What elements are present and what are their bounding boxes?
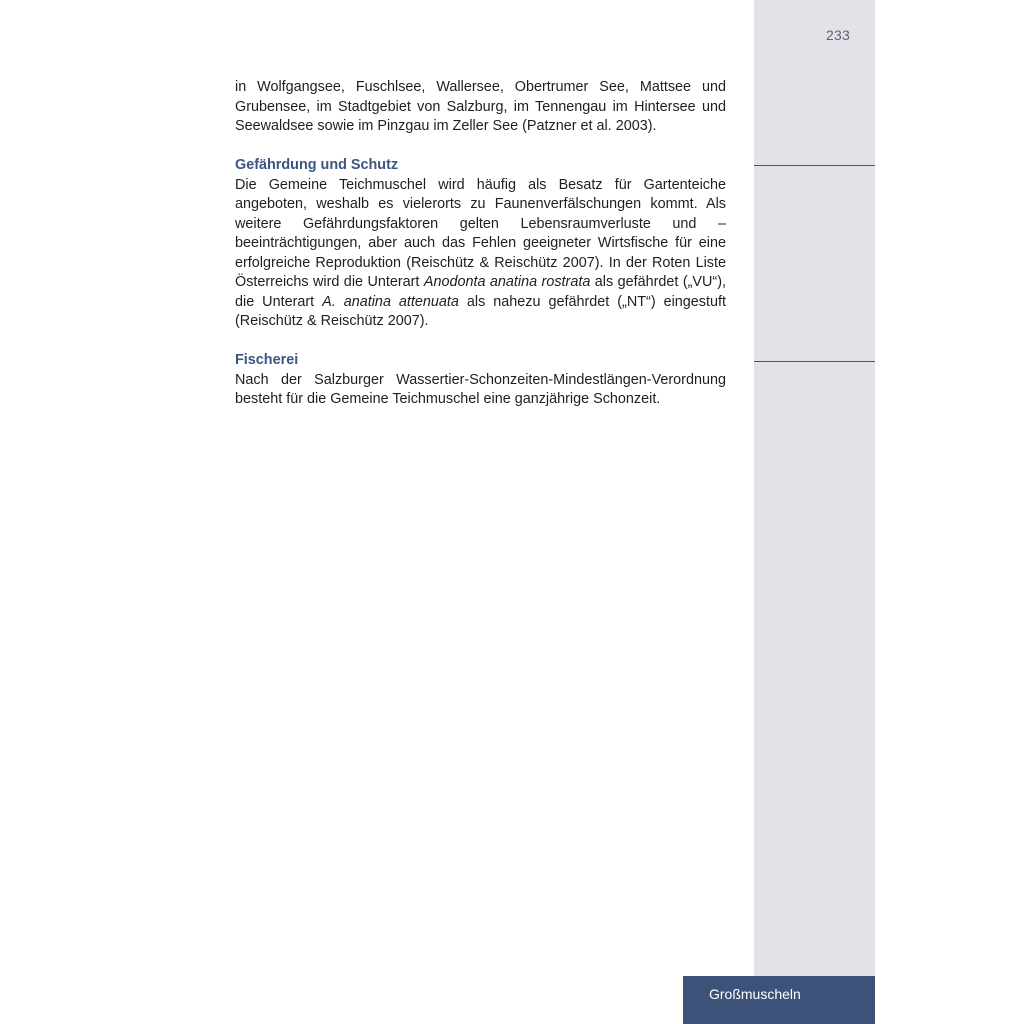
side-margin-bar: [754, 0, 875, 1024]
chapter-title: Großmuscheln: [709, 986, 801, 1002]
intro-paragraph: in Wolfgangsee, Fuschlsee, Wallersee, Obertrumer See, Mattsee und Grubensee, im Stadtgebiet von Salzburg, im Tennengau im Hintersee und Seewaldsee sowie im Pinzgau im Zeller See (Patzner et al. 2003).: [235, 79, 726, 134]
section-divider-rule: [754, 165, 875, 166]
threat-text-part: als gefährdet („VU“), die Unterart: [235, 274, 726, 310]
taxon-name: Anodonta anatina rostrata: [423, 274, 591, 290]
page-number: 233: [826, 27, 850, 43]
main-text-column: [235, 78, 726, 410]
section-heading-threat: Gefährdung und Schutz: [235, 157, 399, 173]
threat-text-part: als nahezu gefährdet („NT“) eingestuft (Reischütz & Reischütz 2007).: [235, 293, 726, 329]
section-heading-fishing: Fischerei: [235, 352, 299, 368]
chapter-footer-tab: [683, 976, 875, 1024]
fishing-paragraph: Nach der Salzburger Wassertier-Schonzeiten-Mindestlängen-Verordnung besteht für die Gemeine Teichmuschel eine ganzjährige Schonzeit.: [235, 371, 726, 407]
threat-text-part: Die Gemeine Teichmuschel wird häufig als Besatz für Gartenteiche angeboten, weshalb es vielerorts zu Faunenverfälschungen kommt. Als weitere Gefährdungsfaktoren gelten Lebensraumverluste und –beeinträchtigungen, aber auch das Fehlen geeigneter Wirtsfische für eine erfolgreiche Reproduktion (Reischütz & Reischütz 2007). In der Roten Liste Österreichs wird die Unterart: [235, 176, 726, 290]
taxon-name: A. anatina attenuata: [322, 293, 459, 310]
section-divider-rule: [754, 361, 875, 362]
threat-paragraph: [235, 176, 726, 332]
